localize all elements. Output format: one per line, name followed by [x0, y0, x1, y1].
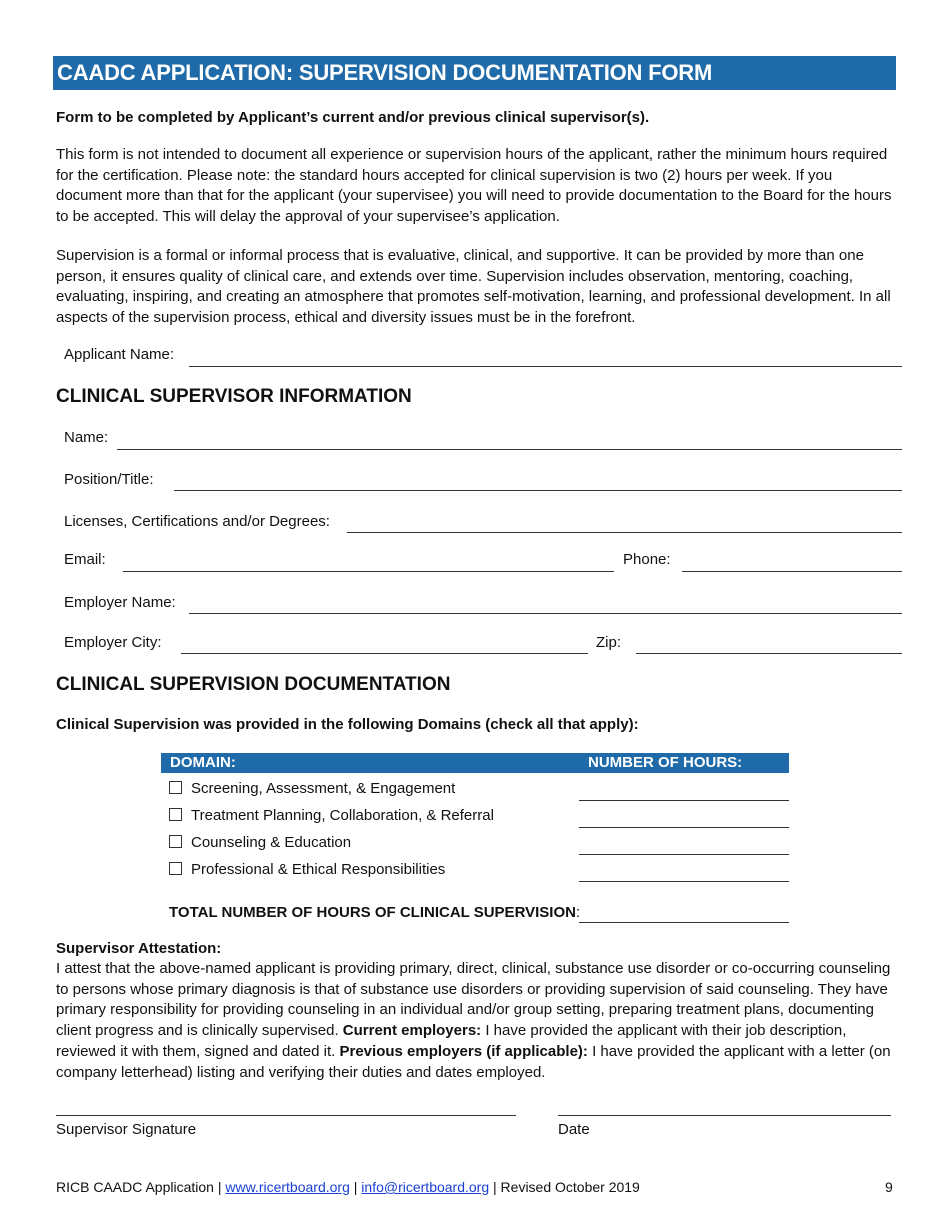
domain-hours-field[interactable] [579, 854, 789, 855]
hours-column-header: NUMBER OF HOURS: [588, 754, 743, 771]
applicant-name-field[interactable] [189, 366, 902, 367]
intro-paragraph-1: This form is not intended to document all experience or supervision hours of the applicant, rather the minimum hours required for the certification. Please note: the standard hours accepted for clinical supervision is two (2) hours per week. If you document more than that for the applicant (your supervisee) you will need to provide documentation to the Board for the hours to be accepted. This will delay the approval of your supervisee’s application. [56, 146, 892, 226]
domain-label: Counseling & Education [191, 834, 352, 851]
domain-label: Screening, Assessment, & Engagement [191, 780, 456, 797]
zip-label: Zip: [596, 634, 622, 651]
licenses-field[interactable] [347, 532, 902, 533]
domain-column-header: DOMAIN: [170, 754, 236, 771]
position-title-label: Position/Title: [64, 471, 154, 488]
total-hours-text: TOTAL NUMBER OF HOURS OF CLINICAL SUPERVISION [169, 904, 576, 921]
form-title: CAADC APPLICATION: SUPERVISION DOCUMENTATION FORM [57, 60, 713, 85]
employer-name-field[interactable] [189, 613, 902, 614]
employer-city-field[interactable] [181, 653, 588, 654]
date-label: Date [558, 1121, 590, 1138]
supervisor-name-field[interactable] [117, 449, 902, 450]
documentation-heading: CLINICAL SUPERVISION DOCUMENTATION [56, 674, 451, 695]
domain-checkbox[interactable] [169, 835, 182, 848]
total-hours-field[interactable] [579, 922, 789, 923]
email-link[interactable]: info@ricertboard.org [361, 1179, 490, 1195]
current-employers-label: Current employers: [342, 1022, 482, 1040]
position-title-field[interactable] [174, 490, 902, 491]
form-title-banner [53, 56, 896, 90]
phone-field[interactable] [682, 571, 902, 572]
domain-row [169, 780, 455, 797]
attestation-text-part3: I have provided the applicant with a letter (on company letterhead) listing and verifying their duties and dates employed. [56, 1042, 891, 1081]
domain-row [169, 807, 494, 824]
domain-checkbox[interactable] [169, 808, 182, 821]
attestation-text-part1: I attest that the above-named applicant is providing primary, direct, clinical, substance use disorder or co-occurring counseling to persons whose primary diagnosis is that of substance use disorders or providing supervision of said counseling. They have primary responsibility for providing counseling in an individual and/or group setting, preparing treatment plans, documenting client progress and is clinically supervised. [56, 960, 891, 1040]
domain-checkbox[interactable] [169, 862, 182, 875]
form-instruction: Form to be completed by Applicant’s current and/or previous clinical supervisor(s). [56, 109, 650, 126]
intro-paragraph-2: Supervision is a formal or informal process that is evaluative, clinical, and supportive. It can be provided by more than one person, it ensures quality of clinical care, and extends over time. Supervision includes observation, mentoring, coaching, evaluating, inspiring, and creating an atmosphere that promotes self-motivation, learning, and professional development. In all aspects of the supervision process, ethical and diversity issues must be in the forefront. [56, 247, 891, 327]
domain-hours-field[interactable] [579, 881, 789, 882]
supervisor-info-heading: CLINICAL SUPERVISOR INFORMATION [56, 386, 412, 407]
domain-hours-field[interactable] [579, 800, 789, 801]
employer-city-label: Employer City: [64, 634, 162, 651]
page-footer [56, 1179, 640, 1195]
page-number: 9 [885, 1179, 893, 1195]
supervisor-signature-field[interactable] [56, 1115, 516, 1116]
zip-field[interactable] [636, 653, 902, 654]
domain-table-header [161, 753, 789, 773]
total-hours-colon: : [575, 904, 581, 921]
previous-employers-label: Previous employers (if applicable): [339, 1042, 588, 1060]
phone-label: Phone: [623, 551, 671, 568]
domain-label: Treatment Planning, Collaboration, & Referral [191, 807, 494, 824]
attestation-heading: Supervisor Attestation: [56, 940, 222, 957]
email-label: Email: [64, 551, 106, 568]
attestation-text-part2: I have provided the applicant with their job description, reviewed it with them, signed and dated it. [56, 1022, 847, 1060]
supervisor-signature-label: Supervisor Signature [56, 1121, 197, 1138]
domain-label: Professional & Ethical Responsibilities [191, 861, 446, 878]
date-field[interactable] [558, 1115, 891, 1116]
total-hours-label [169, 904, 580, 921]
attestation-text [56, 959, 896, 1083]
website-link[interactable]: www.ricertboard.org [225, 1179, 350, 1195]
domains-prompt: Clinical Supervision was provided in the following Domains (check all that apply): [56, 716, 639, 733]
domain-row [169, 861, 445, 878]
email-field[interactable] [123, 571, 614, 572]
supervisor-name-label: Name: [64, 429, 109, 446]
footer-separator: | [349, 1179, 362, 1195]
domain-checkbox[interactable] [169, 781, 182, 794]
domain-row [169, 834, 351, 851]
applicant-name-label: Applicant Name: [64, 346, 175, 363]
footer-prefix: RICB CAADC Application | [56, 1179, 226, 1195]
employer-name-label: Employer Name: [64, 594, 176, 611]
licenses-label: Licenses, Certifications and/or Degrees: [64, 513, 330, 530]
domain-hours-field[interactable] [579, 827, 789, 828]
footer-suffix: | Revised October 2019 [489, 1179, 640, 1195]
